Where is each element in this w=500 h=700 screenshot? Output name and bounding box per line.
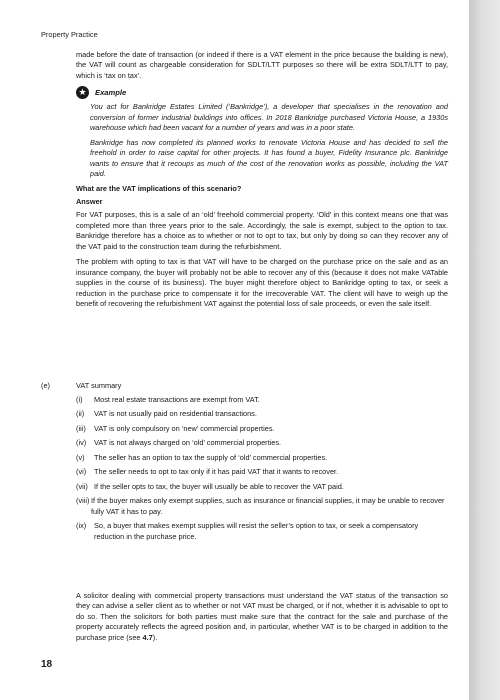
list-item-number: (vii)	[76, 481, 88, 491]
section-title: VAT summary	[76, 381, 122, 390]
star-icon: ★	[76, 86, 89, 99]
list-item-text: Most real estate transactions are exempt from VAT.	[94, 395, 260, 404]
example-paragraph: Bankridge has now completed its planned works to renovate Victoria House and has decided to sell the freehold in order to raise capital for other projects. It has found a buyer, Fidelity Insurance plc. Bankridge wants to ensure that it recoups as much of the cost of the renovation works as possible, including the VAT paid.	[90, 137, 448, 179]
list-item-text: VAT is not always charged on ‘old’ commercial properties.	[94, 438, 282, 448]
answer-paragraph: The problem with opting to tax is that VAT will have to be charged on the purchase price on the sale and as an insurance company, the buyer will probably not be able to recover any of this (because it does not make VATable supplies in the course of its business). The buyer might therefore object to Bankridge opting to tax, or seek a reduction in the purchase price to compensate it for the irrecoverable VAT. The client will have to weigh up the benefit of recovering the refurbishment VAT against the potential loss of sale proceeds, or even the sale itself.	[76, 257, 448, 309]
list-item-number: (ix)	[76, 521, 87, 531]
summary-list	[76, 395, 448, 546]
closing-text: A solicitor dealing with commercial property transactions must understand the VAT status of the transaction so they can advise a seller client as to whether or not VAT must be charged, or if not, whether it is advisable to opt to do so. Then the solicitors for both parties must make sure that the contract for the sale and purchase of the property accurately reflects the agreed position and, in particular, whether VAT is to be charged in addition to the purchase price (see	[76, 591, 448, 642]
example-title: Example	[95, 87, 127, 97]
running-head: Property Practice	[41, 30, 98, 39]
list-item-number: (iv)	[76, 438, 87, 448]
list-item-text: The seller has an option to tax the supply of ‘old’ commercial properties.	[94, 452, 328, 462]
section-label: (e)	[41, 381, 50, 390]
list-item-text: VAT is only compulsory on ‘new’ commercial properties.	[94, 423, 275, 433]
answer-paragraph: For VAT purposes, this is a sale of an ‘old’ freehold commercial property. ‘Old’ in this context means one that was completed more than three years prior to the sale. Accordingly, the sale is exempt, subject to the option to tax. Bankridge therefore has a choice as to whether or not to opt to tax, but only by doing so can they recover any of the VAT paid to the construction team during the refurbishment.	[76, 210, 448, 251]
closing-text-end: ).	[152, 632, 158, 642]
list-item-text: The seller needs to opt to tax only if it has paid VAT that it wants to recover.	[94, 467, 339, 477]
page-edge-shading	[469, 0, 500, 700]
list-item-text: If the seller opts to tax, the buyer will usually be able to recover the VAT paid.	[94, 481, 344, 491]
list-item-text: If the buyer makes only exempt supplies, such as insurance or financial supplies, it may be unable to recover fully VAT it has to pay.	[91, 496, 445, 516]
cross-reference: 4.7	[142, 632, 153, 642]
question-heading: What are the VAT implications of this scenario?	[76, 183, 242, 193]
list-item-number: (vi)	[76, 467, 87, 477]
list-item	[76, 424, 448, 434]
list-item-number: (ii)	[76, 409, 85, 419]
list-item-number: (v)	[76, 452, 85, 462]
list-item	[76, 467, 448, 477]
list-item	[76, 482, 448, 492]
example-paragraph: You act for Bankridge Estates Limited (‘Bankridge’), a developer that specialises in the renovation and conversion of former industrial buildings into offices. In 2018 Bankridge purchased Victoria House, a 1930s warehouse which had been vacant for a number of years and was in a poor state.	[90, 102, 448, 133]
answer-heading: Answer	[76, 196, 103, 206]
page-number: 18	[41, 659, 53, 670]
list-item	[76, 521, 448, 542]
list-item	[76, 453, 448, 463]
list-item	[76, 496, 448, 517]
list-item-text: VAT is not usually paid on residential transactions.	[94, 409, 257, 419]
list-item	[76, 395, 448, 405]
closing-paragraph	[76, 591, 448, 643]
intro-paragraph: made before the date of transaction (or indeed if there is a VAT element in the price because the building is new), the VAT will count as chargeable consideration for SDLT/LTT purposes so there will be extra SDLT/LTT to pay, which is ‘tax on tax’.	[76, 50, 448, 80]
list-item	[76, 409, 448, 419]
list-item-number: (i)	[76, 395, 83, 404]
example-box	[76, 102, 448, 179]
example-heading	[76, 86, 448, 99]
list-item-number: (viii)	[76, 496, 90, 506]
list-item-number: (iii)	[76, 423, 86, 433]
list-item	[76, 438, 448, 448]
list-item-text: So, a buyer that makes exempt supplies will resist the seller’s option to tax, or seek a compensatory reduction in the purchase price.	[94, 521, 419, 541]
main-content	[76, 50, 448, 315]
